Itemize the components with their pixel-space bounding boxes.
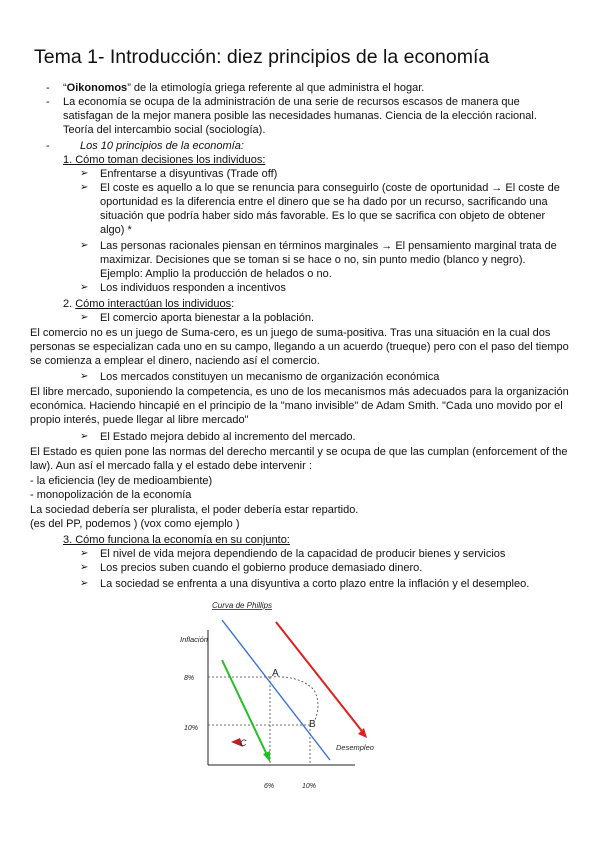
text-line: El coste es aquello a lo que se renuncia para conseguirlo (coste de oportunidad → El coste de xyxy=(100,182,560,194)
text-line: Los mercados constituyen un mecanismo de organización económica xyxy=(100,371,440,383)
arrow-bullet-icon: ➢ xyxy=(80,431,89,442)
arrow-bullet-icon: ➢ xyxy=(80,282,89,293)
text-line: Teoría del intercambio social (sociología). xyxy=(63,124,266,136)
text-line: La sociedad debería ser pluralista, el poder debería estar repartido. xyxy=(30,504,359,516)
text-line: - monopolización de la economía xyxy=(30,489,192,501)
text-line: se comienza a emplear el dinero, naciendo así el comercio. xyxy=(30,355,320,367)
text-line: situación que podría haber sido más favorable. Es lo que se sacrifica con objeto de obtener xyxy=(100,210,546,222)
sketch-title: Curva de Phillips xyxy=(212,601,273,610)
text-line: - la eficiencia (ley de medioambiente) xyxy=(30,475,213,487)
text-line: oportunidad es la diferencia entre el dinero que se ha dado por un recurso, sacrificando una xyxy=(100,196,548,208)
x-tick-6: 6% xyxy=(264,783,275,790)
text-line: Los individuos responden a incentivos xyxy=(100,282,286,294)
text-line: El Estado mejora debido al incremento del mercado. xyxy=(100,431,356,443)
arrow-bullet-icon: ➢ xyxy=(80,371,89,382)
guide-a-to-b xyxy=(270,677,318,722)
section-3-heading: 3. Cómo funciona la economía en su conjunto: xyxy=(63,534,290,546)
text-line: personas se especializan cada uno en su campo, llegando a un acuerdo (trueque) pero con el paso del tiempo xyxy=(30,341,569,353)
x-tick-10: 10% xyxy=(302,783,317,790)
text-line: El Estado es quien pone las normas del derecho mercantil y se ocupa de que las cumplan (enforcement of the xyxy=(30,446,568,458)
dash-bullet: - xyxy=(46,96,50,108)
text-line: satisfagan de la mejor manera posible las necesidades humanas. Ciencia de la elección racional. xyxy=(63,110,537,122)
arrow-bullet-icon: ➢ xyxy=(80,182,89,193)
text-line: maximizar. Decisiones que se toman si se hace o no, sin punto medio (blanco y negro). xyxy=(100,254,526,266)
section-1-heading: 1. Cómo toman decisiones los individuos: xyxy=(63,154,266,166)
point-b-label: B xyxy=(309,719,316,730)
y-tick-8: 8% xyxy=(184,675,195,682)
arrow-bullet-icon: ➢ xyxy=(80,240,89,251)
y-tick-10: 10% xyxy=(184,725,199,732)
text-line: económica. Haciendo hincapié en el principio de la "mano invisible" de Adam Smith. "Cada uno movido por el xyxy=(30,400,563,412)
dash-bullet: - xyxy=(46,82,50,94)
text-line: law). Aun así el mercado falla y el estado debe intervenir : xyxy=(30,460,312,472)
arrow-bullet-icon: ➢ xyxy=(80,562,89,573)
arrow-bullet-icon: ➢ xyxy=(80,168,89,179)
point-c-label: C xyxy=(240,738,247,748)
text-line: propio interés, puede llegar al libre mercado" xyxy=(30,414,249,426)
arrow-bullet-icon: ➢ xyxy=(80,548,89,559)
text-line: Las personas racionales piensan en términos marginales → El pensamiento marginal trata de xyxy=(100,240,557,252)
arrow-bullet-icon: ➢ xyxy=(80,312,89,323)
x-axis-label: Desempleo xyxy=(336,743,374,752)
text-line: algo) * xyxy=(100,224,132,236)
page-title: Tema 1- Introducción: diez principios de la economía xyxy=(34,46,490,68)
text-line: El comercio aporta bienestar a la población. xyxy=(100,312,315,324)
arrow-bullet-icon: ➢ xyxy=(80,578,89,589)
principles-heading: Los 10 principios de la economía: xyxy=(80,140,244,152)
text-line: El comercio no es un juego de Suma-cero, es un juego de suma-positiva. Tras una situación en la cual dos xyxy=(30,327,551,339)
point-a-label: A xyxy=(272,668,279,679)
dash-bullet: - xyxy=(46,140,50,152)
text-line: Enfrentarse a disyuntivas (Trade off) xyxy=(100,168,278,180)
section-2-heading: 2. Cómo interactúan los individuos: xyxy=(63,298,235,310)
text-line: El libre mercado, suponiendo la competencia, es uno de los mecanismos más adecuados para la organización xyxy=(30,386,569,398)
red-shift-arrow xyxy=(276,622,367,738)
text-line: La economía se ocupa de la administración de una serie de recursos escasos de manera que xyxy=(63,96,520,108)
text-line: Ejemplo: Amplio la producción de helados o no. xyxy=(100,268,332,280)
text-line: El nivel de vida mejora dependiendo de la capacidad de producir bienes y servicios xyxy=(100,548,506,560)
bullet-oikonomos: “Oikonomos” de la etimología griega referente al que administra el hogar. xyxy=(63,82,425,94)
y-axis-label: Inflación xyxy=(180,635,208,644)
text-line: La sociedad se enfrenta a una disyuntiva a corto plazo entre la inflación y el desempleo. xyxy=(100,578,530,590)
text-line: Los precios suben cuando el gobierno produce demasiado dinero. xyxy=(100,562,423,574)
text-line: (es del PP, podemos ) (vox como ejemplo ) xyxy=(30,518,240,530)
